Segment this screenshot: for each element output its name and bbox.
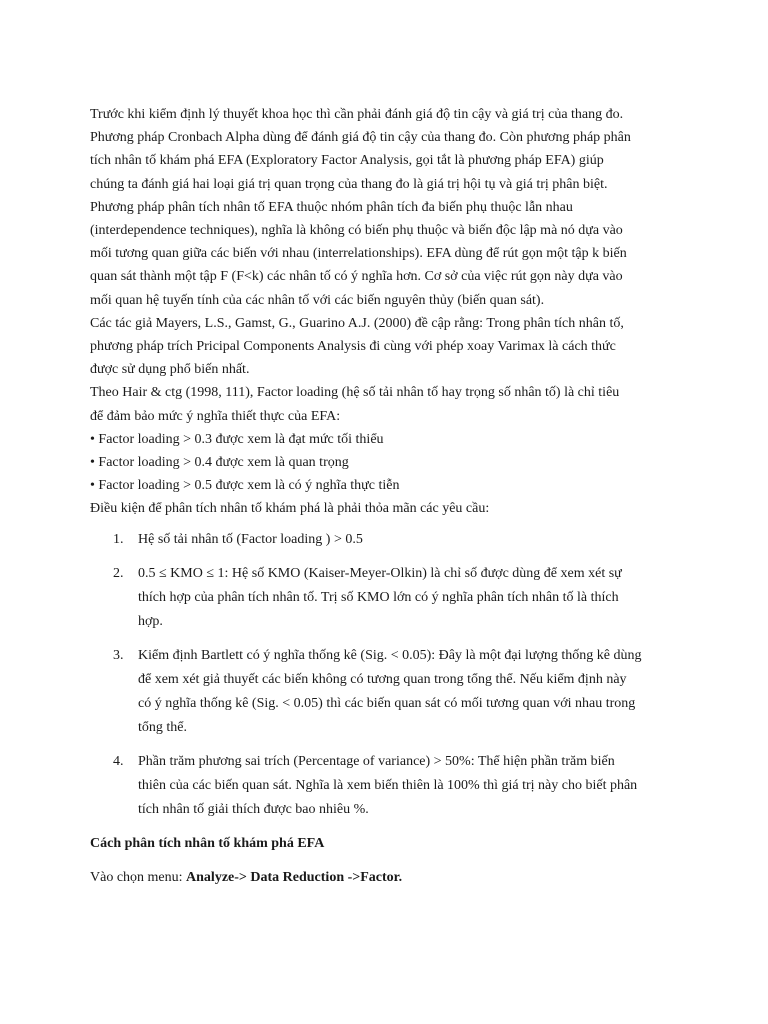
text-line: mối tương quan giữa các biến với nhau (interrelationships). EFA dùng để rút gọn một tập k biến	[90, 246, 627, 262]
item-number: 4.	[113, 753, 124, 769]
menu-path: Analyze-> Data Reduction ->Factor.	[186, 869, 403, 885]
item-line: Hệ số tải nhân tố (Factor loading ) > 0.5	[138, 531, 363, 547]
factor-loading-list	[90, 428, 690, 498]
item-line: thiên của các biến quan sát. Nghĩa là xem biến thiên là 100% thì giá trị này cho biết phân	[138, 777, 638, 793]
menu-instruction	[90, 866, 690, 889]
item-line: có ý nghĩa thống kê (Sig. < 0.05) thì các biến quan sát có mối tương quan với nhau trong	[138, 695, 636, 711]
text-line: (interdependence techniques), nghĩa là không có biến phụ thuộc và biến độc lập mà nó dựa vào	[90, 223, 623, 239]
item-line: để xem xét giả thuyết các biến không có tương quan trong tổng thể. Nếu kiểm định này	[138, 671, 627, 687]
item-line: hợp.	[138, 613, 163, 629]
item-line: tổng thể.	[138, 719, 187, 735]
section-heading: Cách phân tích nhân tố khám phá EFA	[90, 835, 325, 851]
text-line: tích nhân tố khám phá EFA (Exploratory Factor Analysis, gọi tắt là phương pháp EFA) giúp	[90, 153, 604, 169]
list-item: • Factor loading > 0.3 được xem là đạt mức tối thiểu	[90, 431, 384, 447]
list-item: • Factor loading > 0.5 được xem là có ý nghĩa thực tiễn	[90, 478, 400, 494]
text-line: Phương pháp Cronbach Alpha dùng để đánh giá độ tin cậy của thang đo. Còn phương pháp phân	[90, 130, 631, 146]
text-line: được sử dụng phổ biến nhất.	[90, 362, 250, 378]
item-number: 1.	[113, 531, 124, 547]
text-line: quan sát thành một tập F (F<k) các nhân tố có ý nghĩa hơn. Cơ sở của việc rút gọn này dựa vào	[90, 269, 623, 285]
text-line: Các tác giả Mayers, L.S., Gamst, G., Guarino A.J. (2000) đề cập rằng: Trong phân tích nhân tố,	[90, 315, 624, 331]
list-item: • Factor loading > 0.4 được xem là quan trọng	[90, 455, 349, 471]
text-line: phương pháp trích Pricipal Components Analysis đi cùng với phép xoay Varimax là cách thức	[90, 339, 616, 355]
text-line: để đảm bảo mức ý nghĩa thiết thực của EFA:	[90, 408, 341, 424]
item-line: 0.5 ≤ KMO ≤ 1: Hệ số KMO (Kaiser-Meyer-Olkin) là chỉ số được dùng để xem xét sự	[138, 565, 622, 581]
requirement-item	[113, 750, 690, 822]
text-line: Theo Hair & ctg (1998, 111), Factor loading (hệ số tải nhân tố hay trọng số nhân tố) là chỉ tiêu	[90, 385, 620, 401]
requirements-list	[90, 528, 690, 822]
intro-paragraph	[90, 103, 690, 428]
menu-prefix: Vào chọn menu:	[90, 869, 187, 885]
text-line: mối quan hệ tuyến tính của các nhân tố với các biến nguyên thủy (biến quan sát).	[90, 292, 545, 308]
document-page	[90, 103, 690, 889]
text-line: chúng ta đánh giá hai loại giá trị quan trọng của thang đo là giá trị hội tụ và giá trị phân biệt.	[90, 176, 608, 192]
requirement-item	[113, 644, 690, 740]
requirement-item	[113, 528, 690, 552]
item-number: 2.	[113, 565, 124, 581]
item-line: Kiểm định Bartlett có ý nghĩa thống kê (Sig. < 0.05): Đây là một đại lượng thống kê dùng	[138, 647, 642, 663]
requirement-item	[113, 562, 690, 634]
text-line: Phương pháp phân tích nhân tố EFA thuộc nhóm phân tích đa biến phụ thuộc lẫn nhau	[90, 199, 573, 215]
item-line: Phần trăm phương sai trích (Percentage of variance) > 50%: Thể hiện phần trăm biến	[138, 753, 615, 769]
item-line: thích hợp của phân tích nhân tố. Trị số KMO lớn có ý nghĩa phân tích nhân tố là thích	[138, 589, 619, 605]
item-number: 3.	[113, 647, 124, 663]
item-line: tích nhân tố giải thích được bao nhiêu %.	[138, 801, 369, 817]
requirements-intro: Điều kiện để phân tích nhân tố khám phá là phải thỏa mãn các yêu cầu:	[90, 501, 490, 517]
text-line: Trước khi kiểm định lý thuyết khoa học thì cần phải đánh giá độ tin cậy và giá trị của thang đo.	[90, 107, 624, 122]
